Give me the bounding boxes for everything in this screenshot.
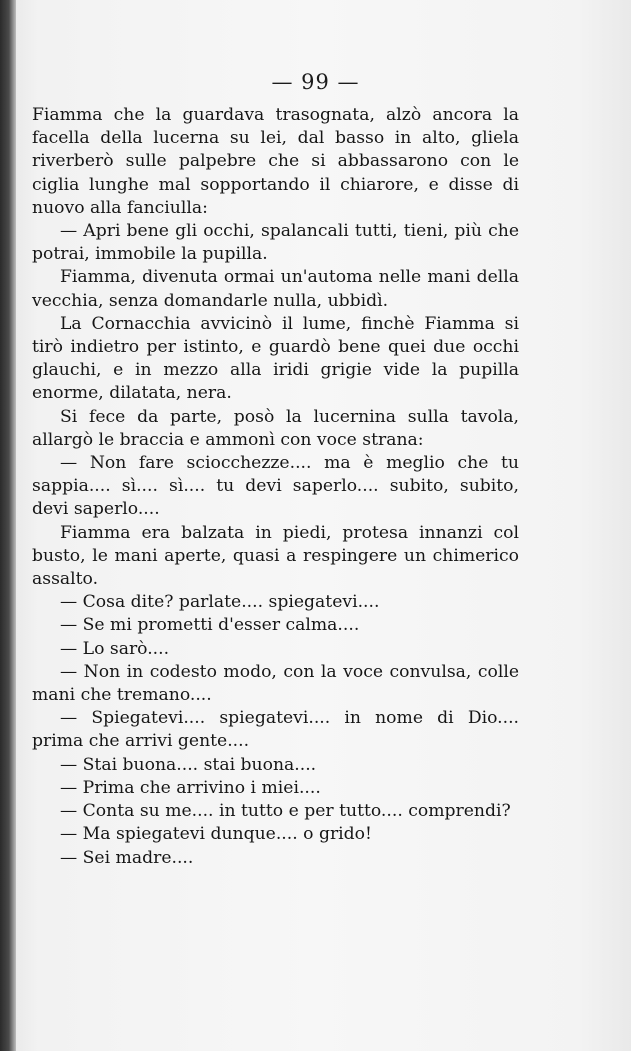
paragraph: — Sei madre.... xyxy=(60,847,194,868)
paragraph: — Se mi prometti d'esser calma.... xyxy=(60,615,360,636)
paragraph: Fiamma che la guardava trasognata, alzò ancora la facella della lucerna su lei, dal basso in alto, gliela riverberò sulle palpebre che si abbassarono con le ciglia lunghe mal sopportando il chiarore, e disse di nuovo alla fanciulla: xyxy=(32,105,519,218)
paragraph: — Lo sarò.... xyxy=(60,638,170,659)
page-number: — 99 — xyxy=(271,70,360,94)
paragraph: Fiamma era balzata in piedi, protesa innanzi col busto, le mani aperte, quasi a respingere un chimerico assalto. xyxy=(32,522,519,590)
paragraph: — Prima che arrivino i miei.... xyxy=(60,777,321,798)
paragraph: — Non in codesto modo, con la voce convulsa, colle mani che tremano.... xyxy=(32,661,519,706)
paragraph: — Ma spiegatevi dunque.... o grido! xyxy=(60,824,372,845)
paragraph: — Spiegatevi.... spiegatevi.... in nome di Dio.... prima che arrivi gente.... xyxy=(32,708,519,752)
paragraph: Fiamma, divenuta ormai un'automa nelle mani della vecchia, senza domandarle nulla, ubbidì. xyxy=(32,267,519,311)
body-text xyxy=(32,104,519,870)
paragraph: — Conta su me.... in tutto e per tutto.... comprendi? xyxy=(60,801,511,822)
paragraph: — Cosa dite? parlate.... spiegatevi.... xyxy=(60,592,380,613)
paragraph: — Stai buona.... stai buona.... xyxy=(60,754,317,775)
paragraph: — Apri bene gli occhi, spalancali tutti, tieni, più che potrai, immobile la pupilla. xyxy=(32,221,519,265)
paragraph: Si fece da parte, posò la lucernina sulla tavola, allargò le braccia e ammonì con voce strana: xyxy=(32,406,519,450)
paragraph: — Non fare sciocchezze.... ma è meglio che tu sappia.... sì.... sì.... tu devi saperlo.... subito, subito, devi saperlo.... xyxy=(32,453,519,520)
paragraph: La Cornacchia avvicinò il lume, finchè Fiamma si tirò indietro per istinto, e guardò bene quei due occhi glauchi, e in mezzo alla iridi grigie vide la pupilla enorme, dilatata, nera. xyxy=(32,313,519,404)
page-binding-shadow xyxy=(0,0,16,1051)
